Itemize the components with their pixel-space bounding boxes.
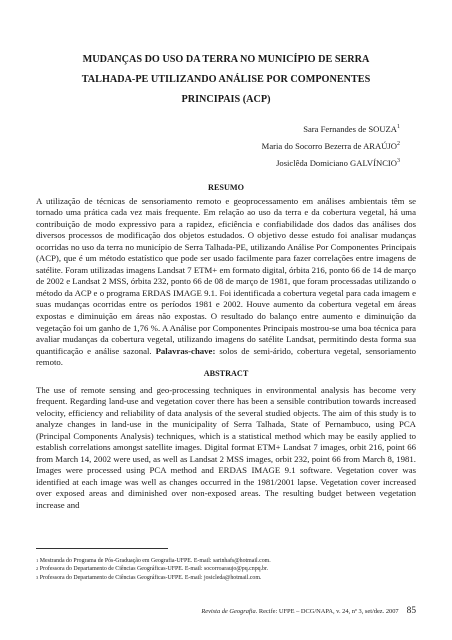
text-line: diminuição da vegetação foi um ganho de 1,76 %. A Análise por Componentes Principais (36, 310, 416, 333)
text-line: e da cobertura vegetal, há uma contribuição de modo expressivo para a rapidez, eficiência (36, 207, 416, 229)
text-line: Analysis) techniques, which is a statistical method which may be easily applied to establish (36, 430, 416, 453)
text-line: several studied objects. The aim of this study is to analyze changes in land-use in the (36, 407, 416, 430)
text-line: imagens do satélite Landsat, permitindo desta forma sua quantificação e análise sazonal. (36, 334, 416, 356)
journal-citation (201, 608, 398, 615)
text-line: mostrou-se uma boa técnica para avaliar mudanças da cobertura vegetal, utilizando (36, 322, 417, 345)
text-line: ambientais têm se tornado uma prática cada vez mais frequente. Em relação ao uso da terra (36, 195, 416, 218)
keywords-label: Palavras-chave: (155, 345, 216, 356)
footnote (36, 557, 416, 565)
paper-title (40, 50, 412, 110)
author-name: Josiclêda Domiciano GALVÍNCIO (276, 158, 397, 168)
abstract-heading: ABSTRACT (203, 369, 249, 378)
resumo-paragraph (36, 196, 416, 369)
author-entry (262, 121, 400, 138)
text-line: The use of remote sensing and geo-processing techniques in environmental analysis has (36, 384, 365, 395)
page-footer (201, 606, 416, 616)
text-line: março de 1981, que foram processadas utilizando o método da ACP e o programa ERDAS (36, 276, 417, 298)
footnote-text: Mestranda do Programa de Pós-Graduação em Geografia-UFPE. E-mail: sarinhafs@hotmail.com. (38, 558, 271, 564)
footnote-divider (36, 548, 168, 549)
footnote-mark: 3 (397, 158, 400, 164)
text-line: ocorridas entre os períodos 1981 e 2002. Houve aumento da cobertura vegetal em áreas (93, 299, 417, 310)
title-line: MUDANÇAS DO USO DA TERRA NO MUNICÍPIO DE SERRA (82, 54, 370, 65)
text-line: 216, ponto 66 de 14 de março de 2002 e Landsat 2 MSS, órbita 232, ponto 66 de 08 de (36, 264, 417, 287)
text-line: point 66 from March 14, 2002 were used, as well as Landsat 2 MSS images, orbit 232, (36, 442, 416, 464)
text-line: estudados. O objetivo desse estudo foi analisar mudanças ocorridas no uso da terra no (36, 230, 417, 252)
footnote-mark: 1 (397, 124, 400, 130)
text-line: IMAGE 9.1 software. Vegetation cover was identified at each image was well as changes (36, 465, 417, 487)
text-line: que é um método estatístico que pode ser usado facilmente para fazer correlações entre (63, 253, 374, 264)
text-line: diminished over non-exposed areas. The resulting budget between vegetation increase and (36, 488, 417, 510)
author-entry (262, 155, 400, 172)
footnote-mark: 3 (36, 574, 39, 580)
text-line: become very frequent. Regarding land-use and vegetation cover there has been a sensible (36, 384, 416, 407)
text-line: imagens de satélite. Foram utilizadas imagens Landsat 7 ETM+ em formato digital, órbita (36, 253, 417, 275)
author-name: Sara Fernandes de SOUZA (303, 124, 397, 134)
footnote-mark: 1 (36, 558, 39, 563)
title-line: PRINCIPAIS (ACP) (181, 94, 271, 105)
footnote-text: Professora do Departamento de Ciências Geográficas-UFPE. E-mail: josicleda@hotmail.com. (38, 574, 262, 581)
resumo-heading: RESUMO (208, 183, 244, 192)
text-line: expostas e diminuição em áreas não expostas. O resultado do balanço entre aumento e (36, 310, 361, 321)
text-line: correlations amongst satellite images. Digital format ETM+ Landsat 7 images, orbit 216, (69, 442, 385, 453)
text-line: município de Serra Talhada-PE, utilizando Análise Por Componentes Principais (ACP), (36, 241, 417, 264)
title-line: TALHADA-PE UTILIZANDO ANÁLISE POR COMPONENTES (81, 74, 371, 85)
footnote-text: Professora do Departamento de Ciências Geográficas-UFPE. E-mail: socorroaraujo@pq.cnpq.br. (38, 566, 269, 573)
text-line: municipality of Serra Talhada, State of Pernambuco, using PCA (Principal Components (36, 419, 416, 441)
text-line: IMAGE 9.1. Foi identificada a cobertura vegetal para cada imagem e suas mudanças (36, 287, 416, 310)
footnotes (36, 557, 416, 582)
footnote-mark: 2 (36, 566, 39, 572)
footnote (36, 574, 416, 582)
text-line: e confiabilidade dos dados das análises dos diversos processos de modificação dos objetos (36, 218, 416, 241)
keywords-text: solos de semi-árido, cobertura vegetal, sensoriamento remoto. (36, 345, 416, 368)
footnote-mark: 2 (397, 141, 400, 147)
text-line: occurred in the 1981/2001 lapse. Vegetation cover increased over exposed areas and (36, 476, 416, 499)
footnote (36, 565, 416, 573)
text-line: contribution towards increased velocity, efficiency and reliability of data analysis of the (36, 396, 417, 418)
abstract-paragraph (36, 385, 416, 512)
journal-details: . Recife: UFPE – DCG/NAPA, v. 24, nº 3, set/dez. 2007 (255, 608, 399, 615)
journal-name: Revista de Geografia (201, 608, 256, 615)
page-number: 85 (406, 606, 416, 616)
author-name: Maria do Socorro Bezerra de ARAÚJO (261, 141, 397, 151)
author-entry (262, 138, 400, 155)
author-list (262, 121, 400, 172)
text-line: point 66 from March 8, 1981. Images were processed using PCA method and ERDAS (36, 453, 416, 476)
text-line: A utilização de técnicas de sensoriamento remoto e geoprocessamento em análises (36, 195, 345, 206)
